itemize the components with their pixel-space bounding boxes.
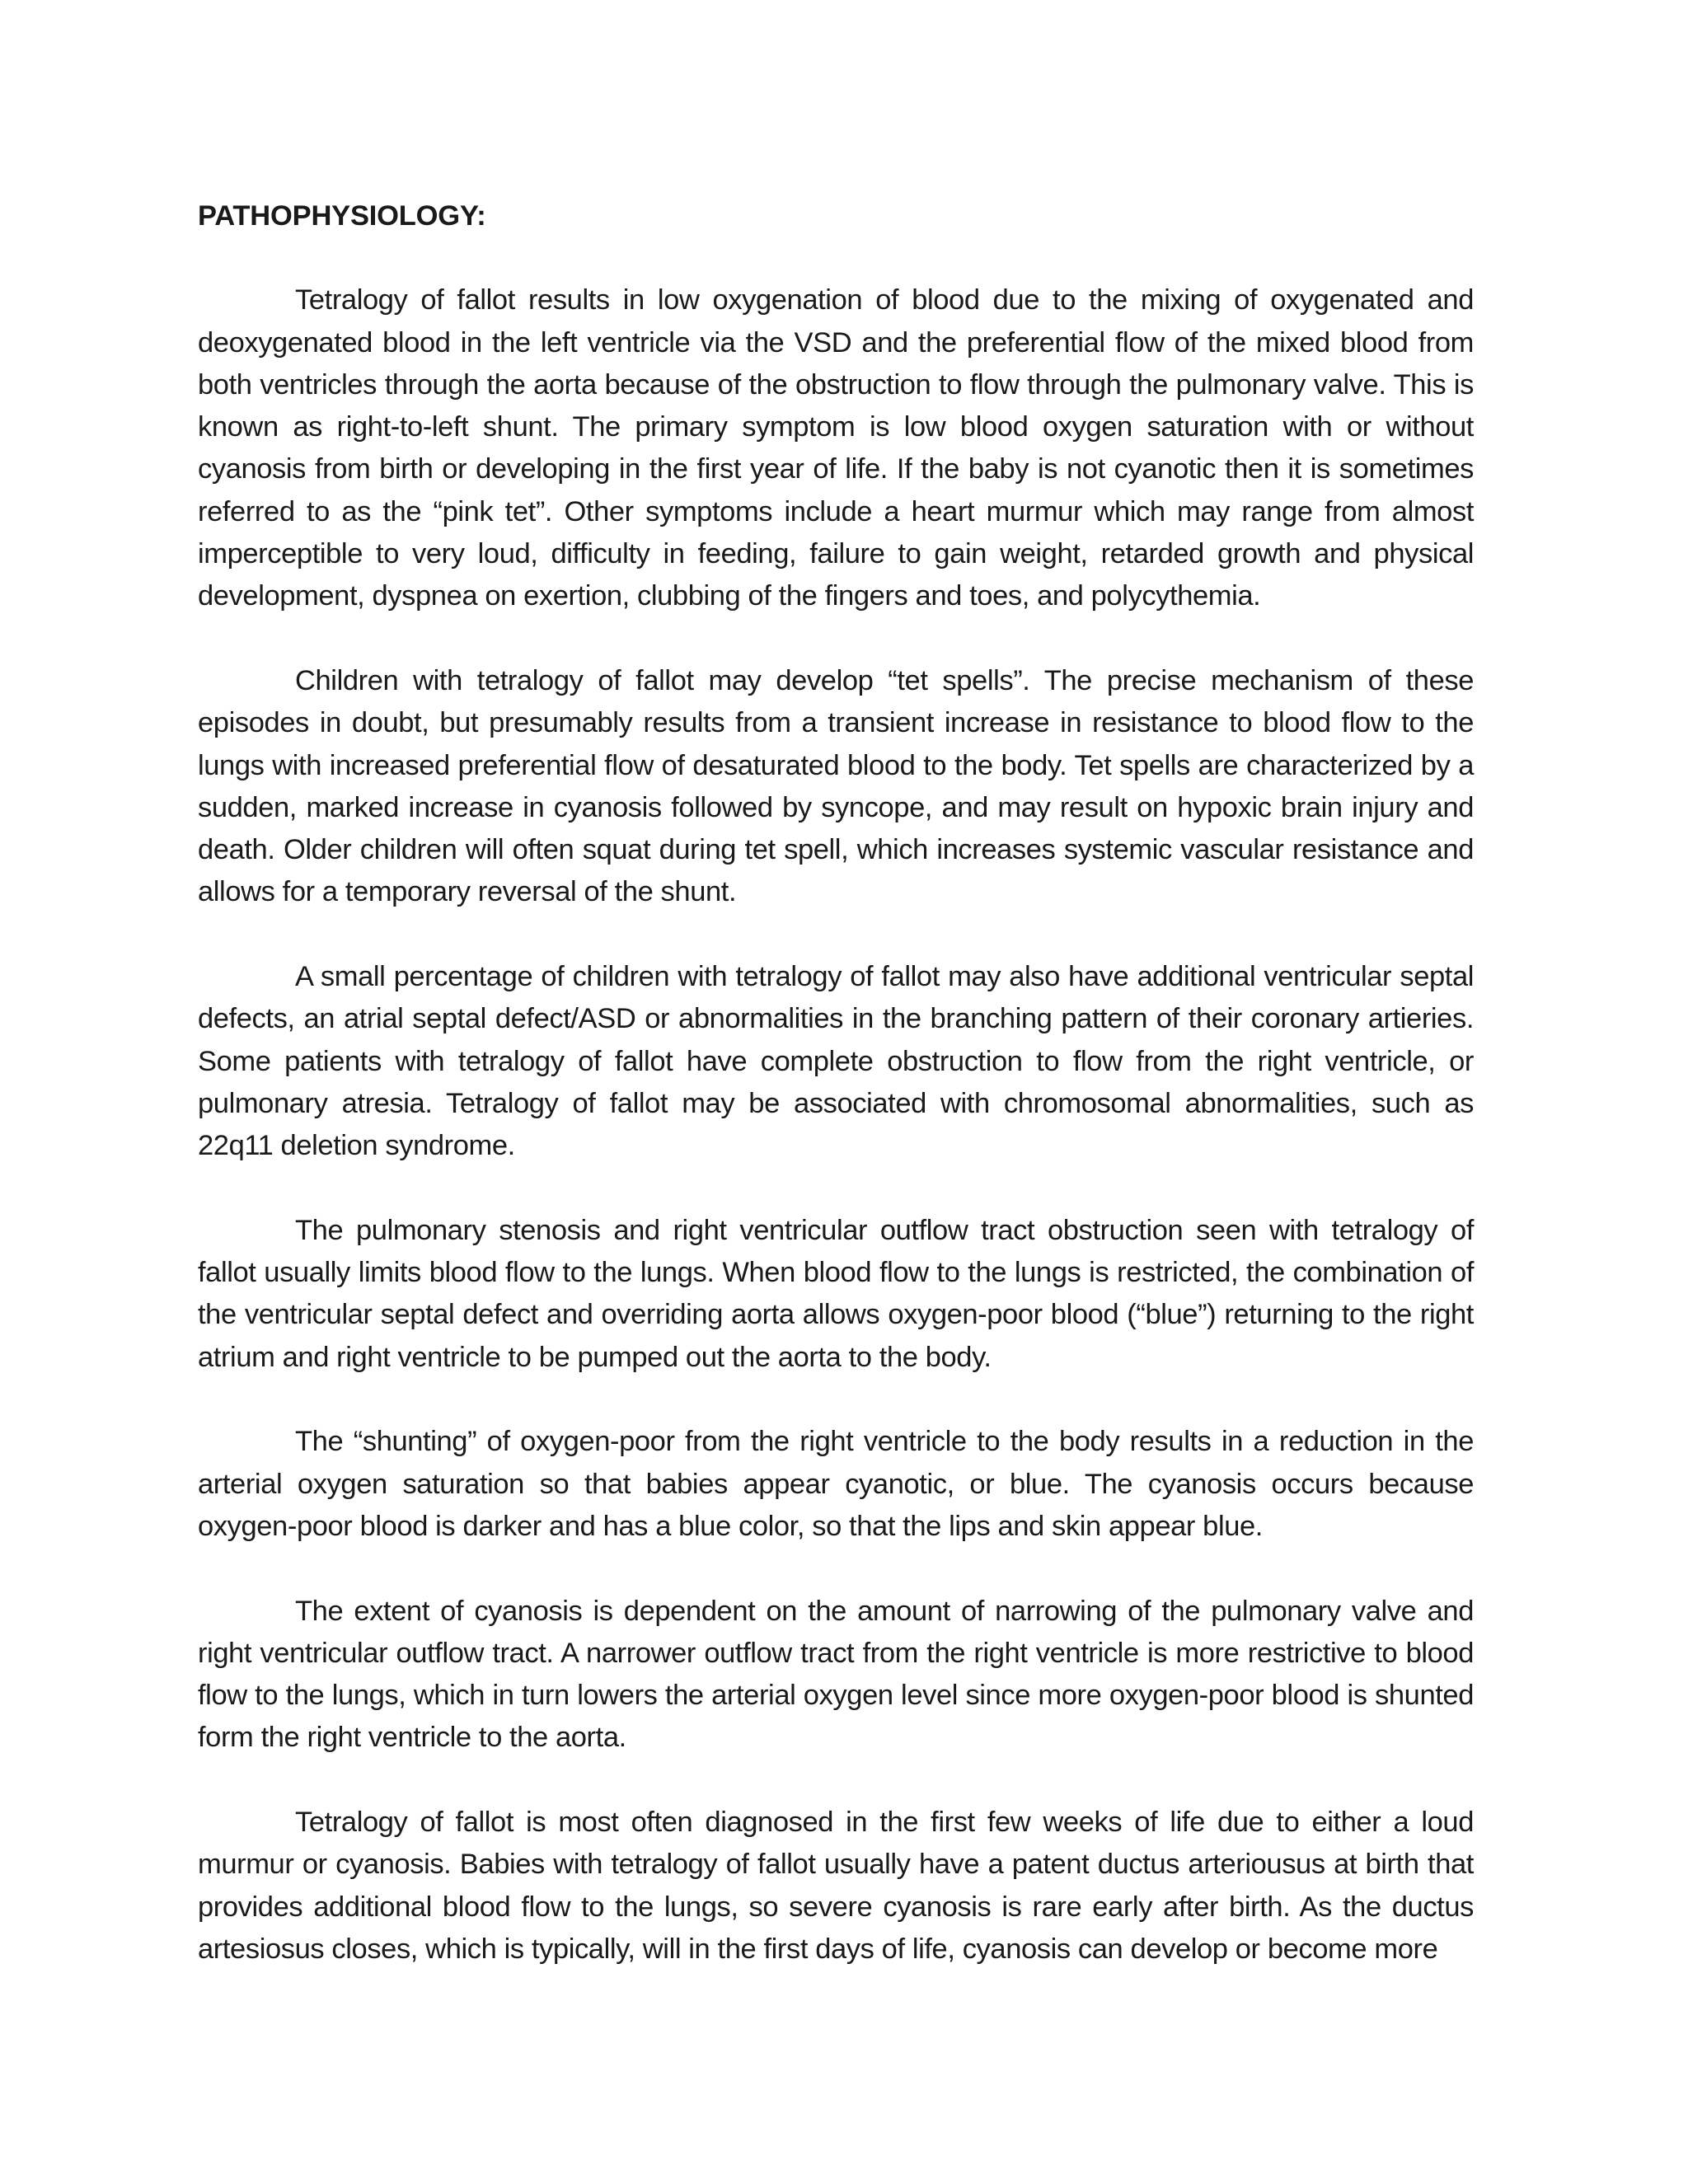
paragraph-shunting: The “shunting” of oxygen-poor from the right ventricle to the body results in a reduction in the arterial oxygen saturation so that babies appear cyanotic, or blue. The cyanosis occurs because oxygen-poor blood is darker and has a blue color, so that the lips and skin appear blue. [198,1426,1474,1542]
paragraph-tet-spells: Children with tetralogy of fallot may develop “tet spells”. The precise mechanism of these episodes in doubt, but presumably results from a transient increase in resistance to blood flow to the lungs with increased preferential flow of desaturated blood to the body. Tet spells are characterized by a sudden, marked increase in cyanosis followed by syncope, and may result on hypoxic brain injury and death. Older children will often squat during tet spell, which increases systemic vascular resistance and allows for a temporary reversal of the shunt. [198,664,1474,908]
paragraph-overview: Tetralogy of fallot results in low oxygenation of blood due to the mixing of oxygenated and deoxygenated blood in the left ventricle via the VSD and the preferential flow of the mixed blood from both ventricles through the aorta because of the obstruction to flow through the pulmonary valve. This is known as right-to-left shunt. The primary symptom is low blood oxygen saturation with or without cyanosis from birth or developing in the first year of life. If the baby is not cyanotic then it is sometimes referred to as the “pink tet”. Other symptoms include a heart murmur which may range from almost imperceptible to very loud, difficulty in feeding, failure to gain weight, retarded growth and physical development, dyspnea on exertion, clubbing of the fingers and toes, and polycythemia. [198,284,1474,612]
document-body [198,195,1474,1971]
paragraph-pulmonary-stenosis: The pulmonary stenosis and right ventricular outflow tract obstruction seen with tetralogy of fallot usually limits blood flow to the lungs. When blood flow to the lungs is restricted, the combination of the ventricular septal defect and overriding aorta allows oxygen-poor blood (“blue”) returning to the right atrium and right ventricle to be pumped out the aorta to the body. [198,1214,1474,1373]
section-heading: PATHOPHYSIOLOGY: [198,200,486,232]
paragraph-cyanosis-extent: The extent of cyanosis is dependent on the amount of narrowing of the pulmonary valve and right ventricular outflow tract. A narrower outflow tract from the right ventricle is more restrictive to blood flow to the lungs, which in turn lowers the arterial oxygen level since more oxygen-poor blood is shunted form the right ventricle to the aorta. [198,1595,1474,1754]
paragraph-diagnosis: Tetralogy of fallot is most often diagnosed in the first few weeks of life due to either a loud murmur or cyanosis. Babies with tetralogy of fallot usually have a patent ductus arteriousus at birth that provides additional blood flow to the lungs, so severe cyanosis is rare early after birth. As the ductus artesiosus closes, which is typically, will in the first days of life, cyanosis can develop or become more [198,1806,1474,1965]
paragraph-associated-defects: A small percentage of children with tetralogy of fallot may also have additional ventricular septal defects, an atrial septal defect/ASD or abnormalities in the branching pattern of their coronary artieries. Some patients with tetralogy of fallot have complete obstruction to flow from the right ventricle, or pulmonary atresia. Tetralogy of fallot may be associated with chromosomal abnormalities, such as 22q11 deletion syndrome. [198,961,1474,1162]
